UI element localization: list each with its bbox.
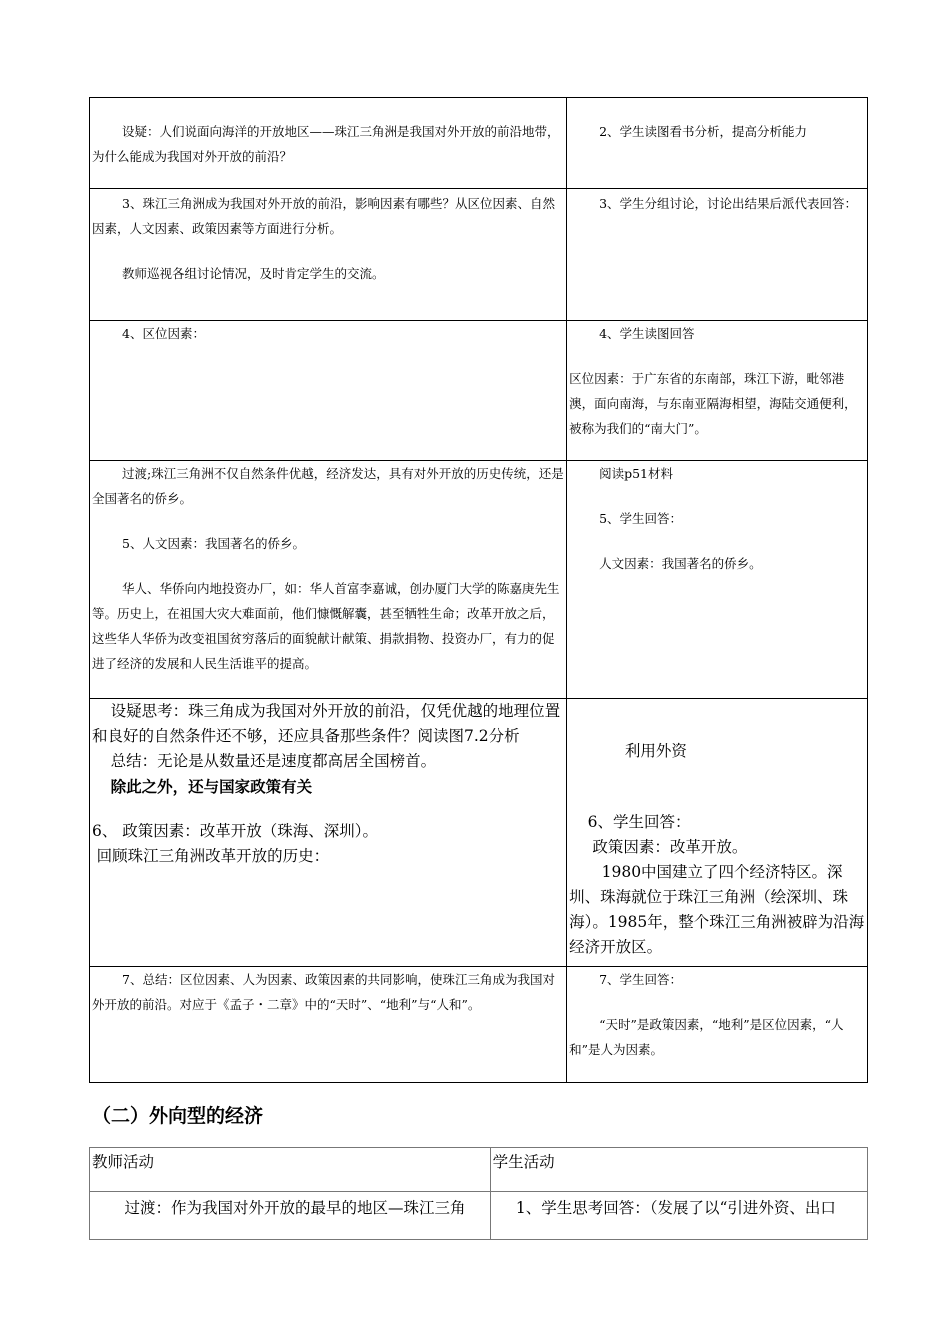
teacher-cell xyxy=(90,967,567,1083)
table-row xyxy=(90,321,868,461)
teacher-text: 设疑：人们说面向海洋的开放地区——珠江三角洲是我国对外开放的前沿地带，为什么能成为我国对外开放的前沿？ xyxy=(92,124,560,164)
student-text: 利用外资 xyxy=(624,742,687,760)
table-header-row xyxy=(90,1148,868,1192)
teacher-text: 6、 政策因素：改革开放（珠海、深圳）。 xyxy=(92,822,379,840)
teacher-cell xyxy=(90,699,567,967)
student-cell xyxy=(567,189,868,321)
student-text: 4、学生读图回答 xyxy=(599,326,695,341)
lesson-table xyxy=(89,97,868,1083)
student-cell xyxy=(567,967,868,1083)
teacher-text: 回顾珠江三角洲改革开放的历史： xyxy=(96,847,330,865)
student-text: 1980中国建立了四个经济特区。深圳、珠海就位于珠江三角洲（绘深圳、珠海）。1985年，整个珠江三角洲被辟为沿海经济开放区。 xyxy=(569,863,865,956)
teacher-cell xyxy=(90,461,567,699)
teacher-text: 设疑思考：珠三角成为我国对外开放的前沿，仅凭优越的地理位置和良好的自然条件还不够，还应具备那些条件？阅读图7.2分析 xyxy=(92,702,561,745)
table-row xyxy=(90,461,868,699)
teacher-text: 5、人文因素：我国著名的侨乡。 xyxy=(122,536,305,551)
teacher-text: 过渡：作为我国对外开放的最早的地区—珠江三角 xyxy=(90,1192,491,1240)
student-text: 1、学生思考回答：（发展了以“引进外资、出口 xyxy=(490,1192,867,1240)
student-text: 5、学生回答： xyxy=(599,511,683,526)
student-text: 6、学生回答： xyxy=(587,813,691,831)
student-text: 7、学生回答： xyxy=(599,972,683,987)
header-student: 学生活动 xyxy=(490,1148,867,1192)
teacher-text: 过渡;珠江三角洲不仅自然条件优越，经济发达，具有对外开放的历史传统，还是全国著名的侨乡。 xyxy=(92,466,564,506)
student-cell xyxy=(567,461,868,699)
student-text: 3、学生分组讨论，讨论出结果后派代表回答： xyxy=(599,196,858,211)
teacher-text: 4、区位因素： xyxy=(122,326,205,341)
activity-table xyxy=(89,1147,868,1240)
table-row xyxy=(90,189,868,321)
teacher-text: 除此之外，还与国家政策有关 xyxy=(110,777,313,796)
student-text: 阅读p51材料 xyxy=(599,466,673,481)
student-text: 区位因素：于广东省的东南部，珠江下游，毗邻港澳，面向南海，与东南亚隔海相望，海陆交通便利，被称为我们的“南大门”。 xyxy=(569,371,857,436)
student-cell xyxy=(567,321,868,461)
table-row xyxy=(90,967,868,1083)
teacher-text: 7、总结：区位因素、人为因素、政策因素的共同影响，使珠江三角成为我国对外开放的前沿。对应于《孟子・二章》中的“天时”、“地利”与“人和”。 xyxy=(92,972,555,1012)
student-text: 人文因素：我国著名的侨乡。 xyxy=(599,556,762,571)
teacher-text: 3、珠江三角洲成为我国对外开放的前沿，影响因素有哪些？从区位因素、自然因素，人文因素、政策因素等方面进行分析。 xyxy=(92,196,555,236)
student-cell xyxy=(567,98,868,189)
teacher-text: 教师巡视各组讨论情况，及时肯定学生的交流。 xyxy=(122,266,385,281)
table-row xyxy=(90,699,868,967)
section-heading: （二）外向型的经济 xyxy=(92,1105,264,1127)
teacher-cell xyxy=(90,321,567,461)
teacher-text: 总结：无论是从数量还是速度都高居全国榜首。 xyxy=(110,752,437,770)
teacher-cell xyxy=(90,98,567,189)
student-text: 政策因素：改革开放。 xyxy=(592,838,748,856)
teacher-cell xyxy=(90,189,567,321)
student-text: 2、学生读图看书分析，提高分析能力 xyxy=(599,124,808,139)
table-row xyxy=(90,98,868,189)
header-teacher: 教师活动 xyxy=(90,1148,491,1192)
student-cell xyxy=(567,699,868,967)
table-row xyxy=(90,1192,868,1240)
teacher-text: 华人、华侨向内地投资办厂，如：华人首富李嘉诚，创办厦门大学的陈嘉庚先生等。历史上，在祖国大灾大难面前，他们慷慨解囊，甚至牺牲生命；改革开放之后，这些华人华侨为改变祖国贫穷落后的面貌献计献策、捐款捐物、投资办厂，有力的促进了经济的发展和人民生活谁平的提高。 xyxy=(92,581,560,671)
student-text: “天时”是政策因素，“地利”是区位因素，“人和”是人为因素。 xyxy=(569,1017,844,1057)
